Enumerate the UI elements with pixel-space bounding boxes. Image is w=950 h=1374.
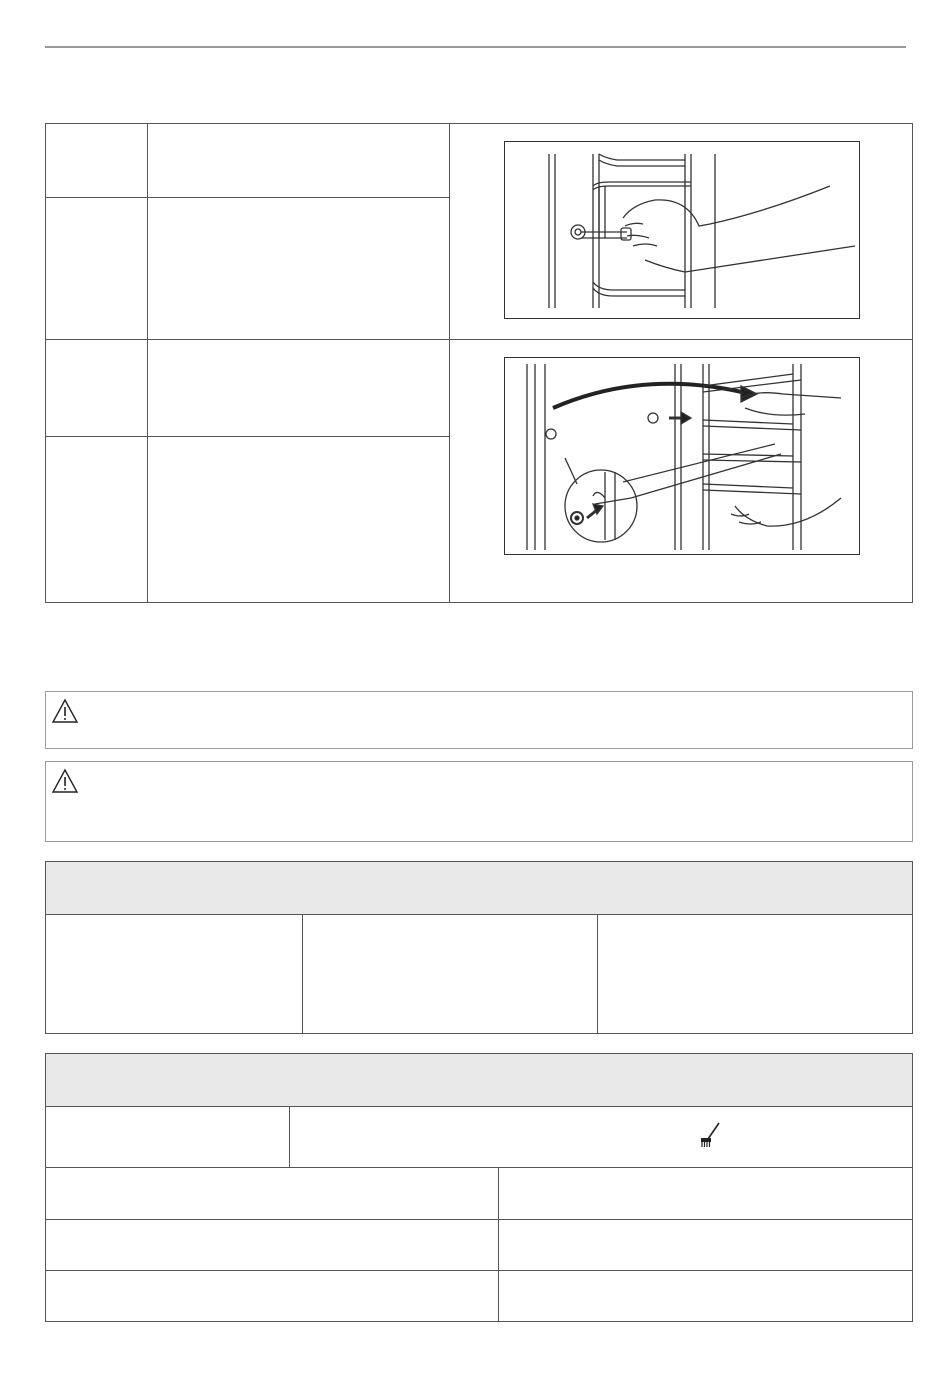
step-number bbox=[46, 340, 147, 352]
step-text bbox=[148, 340, 448, 352]
warning-box bbox=[45, 761, 913, 842]
table-cell bbox=[46, 916, 302, 928]
step-number bbox=[46, 198, 147, 210]
step-number bbox=[46, 437, 147, 449]
table-heading bbox=[46, 1054, 912, 1107]
table-cell bbox=[46, 1168, 498, 1180]
table-cell bbox=[499, 1168, 912, 1180]
steps-table bbox=[45, 123, 913, 603]
shelf-support-installation-illustration bbox=[504, 357, 860, 555]
table-cell bbox=[499, 1220, 912, 1232]
table-cell bbox=[303, 916, 597, 928]
column-divider bbox=[597, 915, 598, 1033]
column-divider bbox=[147, 124, 148, 602]
warning-box bbox=[45, 691, 913, 749]
step-text bbox=[148, 437, 448, 449]
table-cell bbox=[290, 1108, 680, 1120]
info-table-2 bbox=[45, 1053, 913, 1322]
table-cell bbox=[46, 1108, 289, 1120]
column-divider bbox=[302, 915, 303, 1033]
table-cell bbox=[46, 1271, 498, 1283]
step-number bbox=[46, 124, 147, 136]
step-text bbox=[148, 124, 448, 136]
column-divider bbox=[498, 1167, 499, 1321]
table-cell bbox=[499, 1271, 912, 1283]
info-table-1 bbox=[45, 861, 913, 1034]
table-heading bbox=[46, 862, 912, 915]
step-text bbox=[148, 198, 448, 210]
brush-icon bbox=[699, 1121, 725, 1149]
column-divider bbox=[449, 124, 450, 602]
warning-triangle-icon bbox=[51, 698, 79, 724]
warning-triangle-icon bbox=[51, 768, 79, 794]
table-cell bbox=[598, 916, 912, 928]
shelf-support-removal-illustration bbox=[504, 141, 860, 319]
header-rule bbox=[45, 46, 906, 48]
table-cell bbox=[46, 1220, 498, 1232]
